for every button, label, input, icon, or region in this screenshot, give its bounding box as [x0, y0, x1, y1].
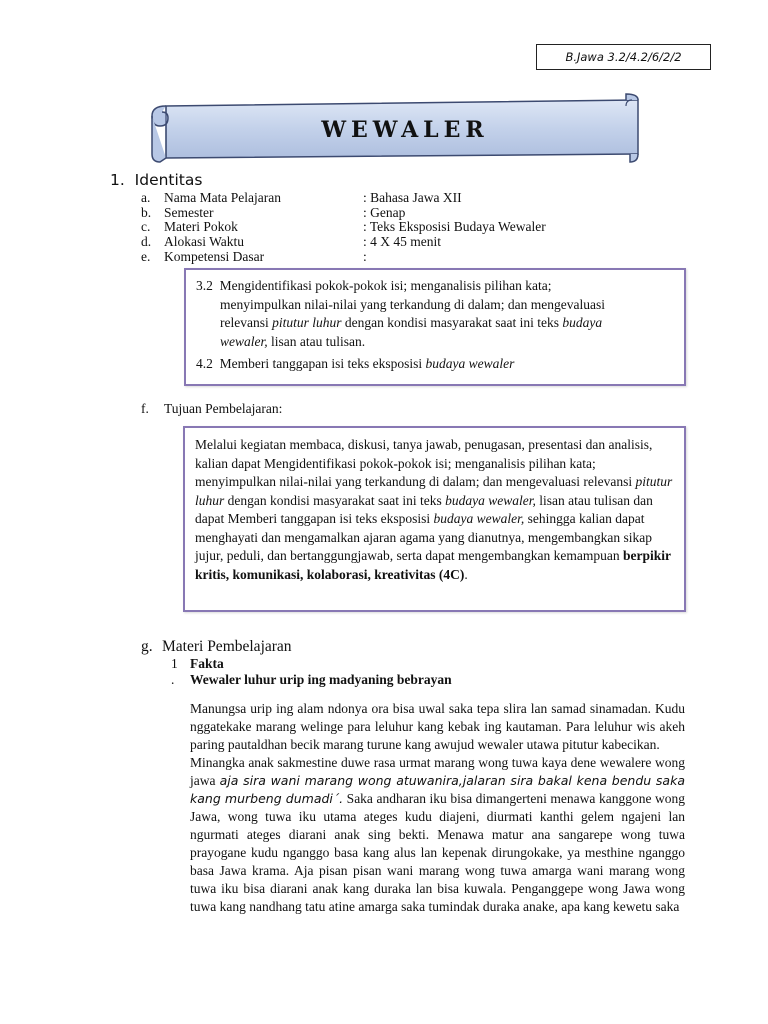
identity-row-letter: d.	[141, 234, 152, 250]
materi-text: Minangka anak sakmestine duwe rasa urmat marang wong tuwa kaya dene wewalere wong jawa	[190, 755, 685, 788]
fakta-subtitle: Wewaler luhur urip ing madyaning bebrayan	[190, 672, 452, 687]
identity-row-letter: a.	[141, 190, 151, 205]
fakta-label: Fakta	[190, 656, 224, 671]
identity-row-key: Kompetensi Dasar	[164, 248, 265, 264]
identity-row	[141, 220, 546, 235]
identity-row	[141, 206, 546, 221]
identity-row-value: : Bahasa Jawa XII	[363, 190, 462, 205]
identity-row-value: : 4 X 45 menit	[363, 234, 441, 250]
kd-text: relevansi	[220, 315, 273, 330]
tujuan-bold-text: berpikir kritis, komunikasi, kolaborasi, kreativitas (4C)	[195, 548, 671, 582]
materi-paragraph-1: Manungsa urip ing alam ndonya ora bisa uwal saka tepa slira lan samad sinamadan. Kudu nggatekake marang welinge para leluhur kang kebak ing kautaman. Para leluhur wis akeh paring pautaldhan becik marang turune kang awujud wewaler utawa pitutur kabecikan.	[190, 701, 685, 752]
materi-body	[190, 700, 685, 916]
tujuan-text: Melalui kegiatan membaca, diskusi, tanya jawab, penugasan, presentasi dan analisis, kalian dapat Mengidentifikasi pokok-pokok isi; menganalisis pilihan kata; menyimpulkan nilai-nilai yang terkandung di dalam; dan mengevaluasi relevansi	[195, 437, 653, 489]
fakta-dot: .	[171, 672, 175, 687]
identity-row-key: Materi Pokok	[164, 219, 238, 235]
tujuan-italic-text: budaya wewaler,	[445, 492, 536, 508]
fakta-number: 1	[171, 656, 178, 671]
identity-row-letter: e.	[141, 248, 151, 264]
kd-3-2-line4	[196, 333, 676, 352]
tujuan-text: lisan atau tulisan dan dapat Memberi tanggapan isi teks eksposisi	[195, 492, 653, 526]
tujuan-text: sehingga kalian dapat menghayati dan mengamalkan ajaran agama yang dianutnya, mengembangkan sikap jujur, peduli, dan bertanggungjawab, serta dapat mengembangkan kemampuan	[195, 511, 652, 563]
kd-4-2-number: 4.2	[196, 356, 213, 371]
kd-italic-text: wewaler,	[220, 333, 268, 349]
identity-row-value: : Genap	[363, 204, 406, 220]
materi-label-text: Materi Pembelajaran	[162, 638, 292, 655]
tujuan-letter: f.	[141, 401, 149, 416]
identity-row-key: Nama Mata Pelajaran	[164, 190, 281, 205]
identity-row-key: Semester	[164, 204, 214, 220]
tujuan-italic-text: pitutur luhur	[195, 474, 673, 508]
tujuan-pembelajaran-box	[183, 426, 686, 612]
kd-text: lisan atau tulisan.	[267, 333, 366, 349]
kd-italic-text: pitutur luhur	[272, 315, 342, 330]
tujuan-italic-text: budaya wewaler,	[433, 511, 525, 526]
kd-3-2-line2: menyimpulkan nilai-nilai yang terkandung di dalam; dan mengevaluasi	[220, 296, 606, 312]
identity-row-key: Alokasi Waktu	[164, 234, 245, 250]
tujuan-text: .	[464, 566, 468, 582]
kd-italic-text: budaya wewaler	[425, 356, 515, 371]
title-scroll-banner	[146, 92, 646, 166]
kd-3-2-line3	[196, 314, 676, 333]
identity-row	[141, 250, 546, 265]
identity-list	[141, 191, 546, 264]
identity-row-letter: b.	[141, 204, 152, 220]
document-title: WEWALER	[321, 117, 489, 143]
document-code: B.Jawa 3.2/4.2/6/2/2	[565, 50, 682, 64]
identity-row	[141, 191, 546, 206]
materi-label	[141, 638, 292, 656]
materi-paragraph-2	[190, 754, 685, 916]
materi-letter: g.	[141, 638, 153, 655]
section-number: 1.	[110, 171, 125, 189]
materi-italic-quote: aja sira wani marang wong atuwanira,jalaran sira bakal kena bendu saka kang murbeng dumadi´.	[190, 773, 685, 806]
kd-3-2-number: 3.2	[196, 278, 213, 293]
identity-row-value: : Teks Eksposisi Budaya Wewaler	[363, 219, 546, 235]
materi-text: Saka andharan iku bisa dimangerteni menawa kanggone wong Jawa, wong tuwa iku utama ateges kudu diajeni, diurmati kanthi gelem ngajeni lan ngurmati ateges diarani anak sing bekti. Menawa matur ana sangarepe wong tuwa prayogane kudu nganggo basa kang alus lan kepenak dirungokake, ya mesthine nganggo basa Jawa krama. Aja pisan pisan wani marang wong tuwa amarga wani marang wong tuwa iku bisa diarani anak kang duraka lan bisa kuwala. Penganggepe wong Jawa wong tuwa kang nandhang tatu atine amarga saka tumindak duraka anake, apa kang kewetu saka	[190, 791, 685, 914]
kd-3-2-line1: Mengidentifikasi pokok-pokok isi; menganalisis pilihan kata;	[219, 278, 552, 293]
tujuan-label	[141, 401, 282, 417]
tujuan-paragraph	[195, 436, 675, 584]
tujuan-label-text: Tujuan Pembelajaran:	[164, 401, 283, 416]
kd-3-2	[196, 277, 676, 351]
section-identitas-heading	[110, 171, 202, 189]
kd-text: Memberi tanggapan isi teks eksposisi	[219, 356, 426, 371]
kd-italic-text: budaya	[562, 315, 603, 330]
identity-row-letter: c.	[141, 219, 151, 235]
kd-text: dengan kondisi masyarakat saat ini teks	[341, 315, 563, 330]
document-code-box	[536, 44, 711, 70]
kd-4-2	[196, 355, 676, 374]
identity-row	[141, 235, 546, 250]
section-heading-text: Identitas	[134, 171, 203, 189]
identity-row-value: :	[363, 248, 367, 264]
kompetensi-dasar-box	[184, 268, 686, 386]
tujuan-text: dengan kondisi masyarakat saat ini teks	[224, 492, 446, 508]
